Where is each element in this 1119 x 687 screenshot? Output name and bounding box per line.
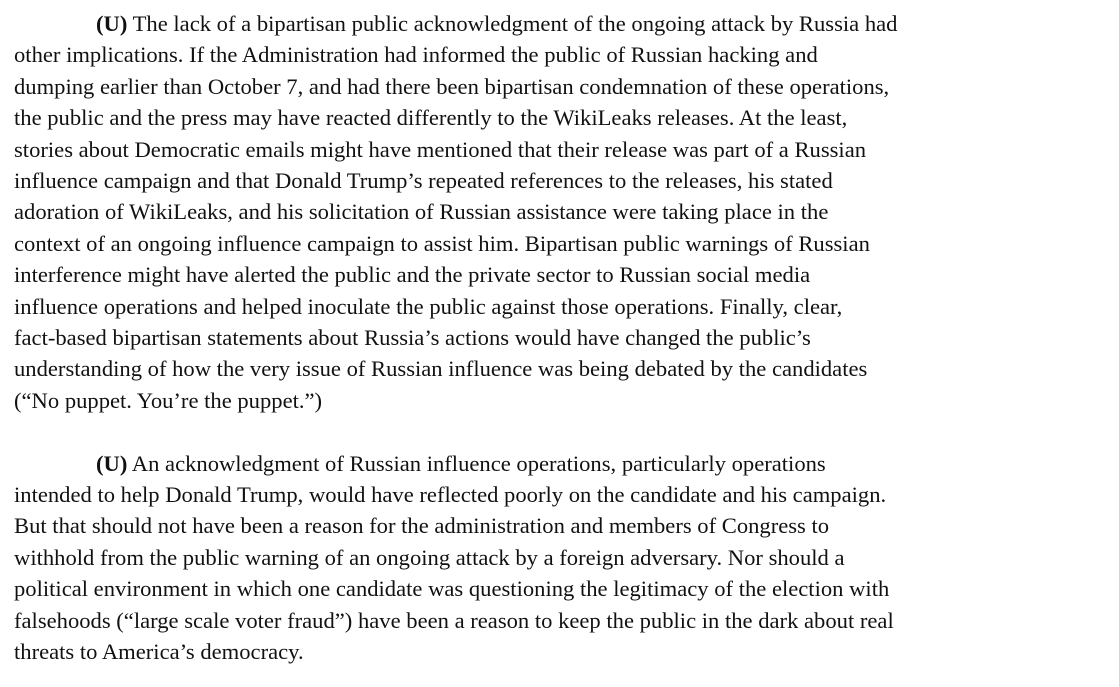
paragraph-first-line: [14, 448, 1109, 479]
paragraph-line: (“No puppet. You’re the puppet.”): [14, 387, 323, 413]
paragraph-1: [14, 8, 1109, 416]
paragraph-line: other implications. If the Administration had informed the public of Russian hacking and: [14, 42, 818, 68]
paragraph-line: political environment in which one candidate was questioning the legitimacy of the election with: [14, 576, 890, 602]
classification-marking: (U): [96, 11, 128, 36]
paragraph-line: The lack of a bipartisan public acknowledgment of the ongoing attack by Russia had: [132, 11, 898, 36]
paragraph-line: influence operations and helped inoculate the public against those operations. Finally, clear,: [14, 293, 843, 319]
document-page: [14, 8, 1109, 668]
paragraph-line: interference might have alerted the public and the private sector to Russian social media: [14, 262, 811, 288]
paragraph-2: [14, 448, 1109, 668]
paragraph-line: threats to America’s democracy.: [14, 639, 304, 665]
paragraph-line: fact-based bipartisan statements about Russia’s actions would have changed the public’s: [14, 325, 811, 351]
paragraph-line: But that should not have been a reason for the administration and members of Congress to: [14, 513, 830, 539]
paragraph-spacer: [14, 416, 1109, 447]
paragraph-first-line: [14, 8, 1109, 39]
paragraph-line: context of an ongoing influence campaign to assist him. Bipartisan public warnings of Russian: [14, 230, 870, 256]
paragraph-line: falsehoods (“large scale voter fraud”) have been a reason to keep the public in the dark about real: [14, 607, 894, 633]
paragraph-line: stories about Democratic emails might have mentioned that their release was part of a Russian: [14, 136, 867, 162]
paragraph-line: dumping earlier than October 7, and had there been bipartisan condemnation of these operations,: [14, 73, 890, 99]
paragraph-line: the public and the press may have reacted differently to the WikiLeaks releases. At the least,: [14, 105, 848, 131]
paragraph-line: An acknowledgment of Russian influence operations, particularly operations: [131, 450, 826, 476]
paragraph-line: intended to help Donald Trump, would have reflected poorly on the candidate and his campaign.: [14, 482, 887, 508]
paragraph-line: influence campaign and that Donald Trump’s repeated references to the releases, his stated: [14, 168, 833, 194]
paragraph-line: adoration of WikiLeaks, and his solicitation of Russian assistance were taking place in the: [14, 199, 829, 225]
paragraph-line: withhold from the public warning of an ongoing attack by a foreign adversary. Nor should a: [14, 544, 845, 570]
classification-marking: (U): [96, 450, 128, 476]
paragraph-line: understanding of how the very issue of Russian influence was being debated by the candidates: [14, 356, 868, 382]
